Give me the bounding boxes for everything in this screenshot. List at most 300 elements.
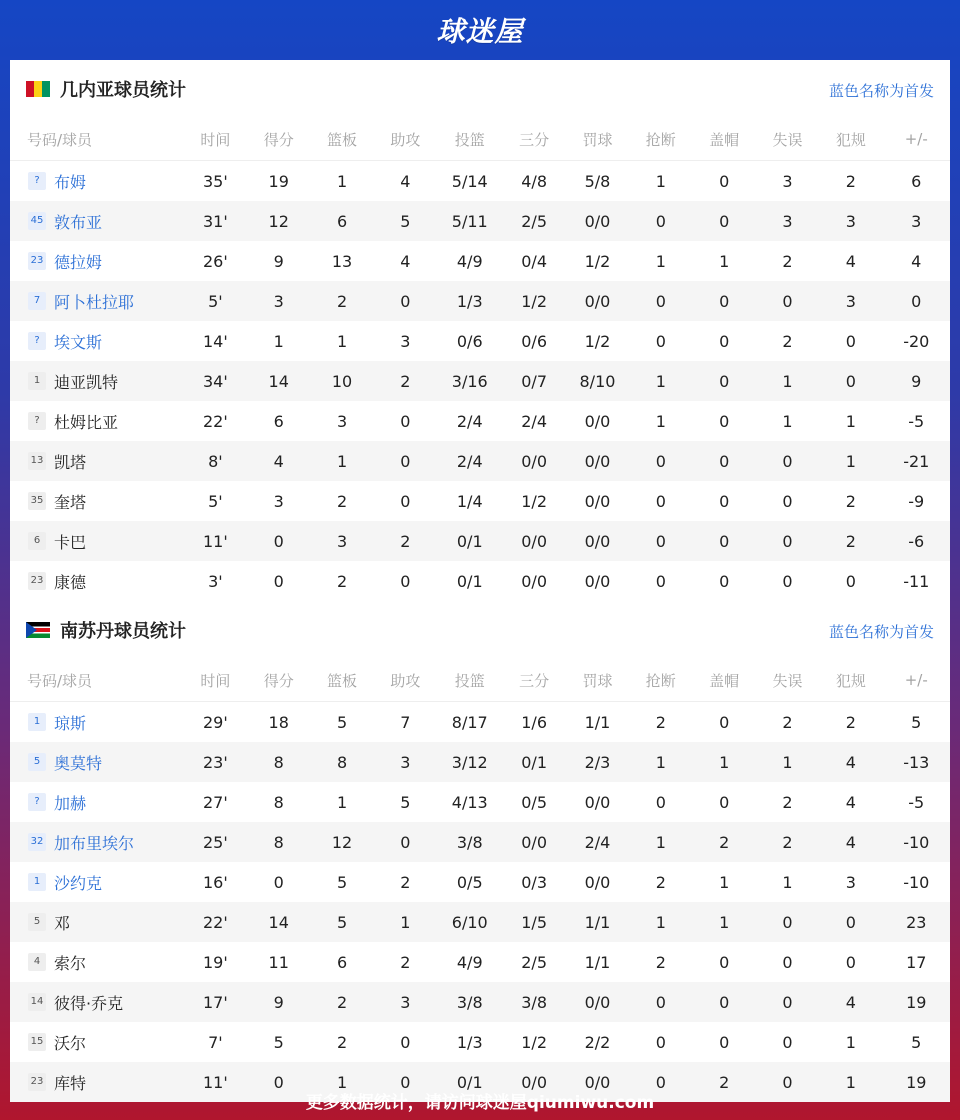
stat-cell: 31' — [184, 201, 247, 241]
stat-cell: 2 — [756, 822, 819, 862]
stat-cell: 1 — [655, 411, 666, 431]
stat-cell: 0/4 — [521, 251, 547, 271]
stat-cell: 0 — [655, 792, 666, 812]
stat-cell: 4/9 — [456, 952, 483, 972]
stat-cell: 0 — [374, 1062, 437, 1102]
stat-cell: 5/8 — [584, 171, 611, 191]
guinea-flag-icon — [26, 81, 50, 97]
stat-cell: 0 — [756, 521, 819, 561]
jersey-number-badge: 32 — [28, 833, 46, 851]
stat-cell: 2 — [655, 872, 666, 892]
stat-cell: 4 — [819, 742, 882, 782]
stat-cell: 1 — [819, 441, 882, 481]
stat-cell: 3 — [756, 201, 819, 241]
stat-cell: 0 — [692, 201, 755, 241]
column-header[interactable]: 得分 — [247, 118, 310, 161]
stat-cell: 3 — [400, 331, 411, 351]
team-title: 南苏丹球员统计 — [60, 621, 186, 642]
stat-cell: 5 — [911, 712, 922, 732]
stat-cell: 0/0 — [502, 822, 565, 862]
stat-cell: 3/16 — [437, 361, 502, 401]
stat-cell: 5 — [336, 712, 348, 732]
stat-cell: 2 — [336, 1032, 348, 1052]
stat-cell: 16' — [202, 872, 228, 892]
stat-cell: 0 — [400, 1032, 411, 1052]
player-cell — [10, 361, 184, 401]
stat-cell: 0 — [692, 361, 755, 401]
stat-cell: 2/4 — [456, 411, 483, 431]
table-row[interactable] — [10, 441, 950, 481]
brand-logo: 球迷屋 — [436, 15, 524, 48]
stat-cell: 1/2 — [521, 491, 547, 511]
stat-cell: 9 — [273, 251, 284, 271]
stat-cell: 8/17 — [451, 712, 488, 732]
player-cell — [10, 822, 184, 862]
stat-cell: 0 — [819, 361, 882, 401]
stat-cell: 0 — [374, 822, 437, 862]
column-header[interactable]: 助攻 — [374, 118, 437, 161]
jersey-number-badge: ? — [28, 172, 46, 190]
player-name: 彼得·乔克 — [54, 993, 124, 1013]
table-row[interactable] — [10, 742, 950, 782]
stat-cell: 14' — [202, 331, 228, 351]
player-name: 邓 — [54, 913, 71, 933]
team-title: 几内亚球员统计 — [60, 80, 186, 101]
stat-cell: 0 — [719, 171, 730, 191]
player-name[interactable]: 敦布亚 — [54, 212, 103, 232]
column-header[interactable]: 犯规 — [819, 659, 882, 702]
stat-cell: 0 — [629, 441, 692, 481]
stat-cell: -20 — [903, 331, 930, 351]
stat-cell: 1 — [629, 902, 692, 942]
footer-banner — [0, 1080, 960, 1120]
stat-cell: -10 — [903, 872, 930, 892]
stat-cell: 2 — [845, 712, 856, 732]
stat-cell: 0 — [629, 201, 692, 241]
team-section — [10, 601, 950, 1102]
stat-cell: 0 — [782, 491, 793, 511]
stat-cell: 2 — [692, 1062, 755, 1102]
stat-cell: 3 — [273, 491, 284, 511]
stat-cell: 1/3 — [456, 1032, 483, 1052]
stat-cell: 11' — [184, 1062, 247, 1102]
stat-cell: 1/4 — [456, 491, 483, 511]
stat-cell: 1/2 — [584, 331, 611, 351]
stat-cell: 0 — [629, 1062, 692, 1102]
stat-cell: 3/8 — [437, 982, 502, 1022]
player-cell — [10, 702, 184, 743]
player-cell — [10, 942, 184, 982]
stat-cell: 2 — [782, 792, 793, 812]
stat-cell: 5 — [400, 792, 411, 812]
column-header[interactable]: 三分 — [502, 659, 565, 702]
table-row[interactable] — [10, 782, 950, 822]
table-row[interactable] — [10, 942, 950, 982]
stat-cell: 1 — [336, 792, 348, 812]
stat-cell: 0 — [400, 571, 411, 591]
stat-cell: 5' — [184, 281, 247, 321]
stat-cell: 2/5 — [521, 952, 547, 972]
stat-cell: 2 — [819, 521, 882, 561]
player-name: 凯塔 — [54, 452, 87, 472]
stats-card — [10, 60, 950, 1093]
stat-cell: 5 — [310, 902, 373, 942]
stat-cell: 0/0 — [566, 521, 629, 561]
team-title-row — [10, 601, 950, 659]
stat-cell: 5/14 — [451, 171, 488, 191]
stat-cell: -21 — [883, 441, 950, 481]
stat-cell: 19 — [883, 982, 950, 1022]
column-header[interactable]: +/- — [883, 659, 950, 702]
stat-cell: 12 — [310, 822, 373, 862]
stat-cell: 0 — [273, 571, 284, 591]
stat-cell: 4 — [819, 982, 882, 1022]
stat-cell: 0 — [756, 982, 819, 1022]
stat-cell: 1 — [310, 1062, 373, 1102]
column-header[interactable]: 得分 — [247, 659, 310, 702]
stat-cell: 1/3 — [437, 281, 502, 321]
stat-cell: 8' — [184, 441, 247, 481]
stat-cell: 1/6 — [521, 712, 547, 732]
stat-cell: 19 — [268, 171, 289, 191]
player-name: 奎塔 — [54, 492, 87, 512]
stat-cell: 1 — [819, 1062, 882, 1102]
column-header[interactable]: 号码/球员 — [10, 659, 184, 702]
stat-cell: 6 — [911, 171, 922, 191]
stat-cell: 13 — [331, 251, 353, 271]
starter-legend-note: 蓝色名称为首发 — [828, 82, 934, 100]
stat-cell: 1/5 — [502, 902, 565, 942]
stat-cell: 1/2 — [502, 281, 565, 321]
top-banner — [0, 0, 960, 60]
stat-cell: 3 — [782, 171, 793, 191]
player-name[interactable]: 埃文斯 — [54, 332, 103, 352]
stat-cell: 0 — [655, 331, 666, 351]
player-name[interactable]: 布姆 — [54, 172, 87, 192]
table-row[interactable] — [10, 281, 950, 321]
stat-cell: 1 — [655, 251, 666, 271]
stat-cell: 8 — [247, 822, 310, 862]
column-header[interactable]: 三分 — [502, 118, 565, 161]
stat-cell: 4/9 — [456, 251, 483, 271]
table-row[interactable] — [10, 521, 950, 561]
teams-container — [10, 60, 950, 1102]
stat-cell: 2 — [400, 872, 411, 892]
table-row[interactable] — [10, 401, 950, 441]
stat-cell: 9 — [883, 361, 950, 401]
stat-cell: 0 — [719, 331, 730, 351]
stat-cell: 0 — [692, 521, 755, 561]
stat-cell: 22' — [202, 411, 228, 431]
column-header[interactable]: 罚球 — [566, 118, 629, 161]
table-row[interactable] — [10, 481, 950, 521]
stat-cell: 8 — [247, 742, 310, 782]
stat-cell: 0 — [374, 281, 437, 321]
table-row[interactable] — [10, 241, 950, 281]
stat-cell: 14 — [247, 902, 310, 942]
stat-cell: -13 — [883, 742, 950, 782]
stat-cell: 2/4 — [437, 441, 502, 481]
stat-cell: 1 — [629, 742, 692, 782]
column-header[interactable]: 篮板 — [310, 118, 373, 161]
stat-cell: 0/0 — [502, 521, 565, 561]
player-name[interactable]: 德拉姆 — [54, 252, 103, 272]
south-sudan-flag-icon — [26, 622, 50, 638]
stat-cell: 0/0 — [566, 201, 629, 241]
jersey-number-badge: 1 — [28, 713, 46, 731]
stat-cell: 0/6 — [456, 331, 483, 351]
stat-cell: 3 — [310, 521, 373, 561]
stat-cell: 2 — [692, 822, 755, 862]
stat-cell: -6 — [883, 521, 950, 561]
column-header[interactable]: 助攻 — [374, 659, 437, 702]
stat-cell: 3 — [883, 201, 950, 241]
stat-cell: 4 — [247, 441, 310, 481]
stat-cell: 19 — [883, 1062, 950, 1102]
stat-cell: 6 — [336, 952, 348, 972]
stat-cell: 0 — [629, 982, 692, 1022]
table-row[interactable] — [10, 982, 950, 1022]
stat-cell: 0 — [883, 281, 950, 321]
column-header[interactable]: 失误 — [756, 118, 819, 161]
stat-cell: 0/1 — [502, 742, 565, 782]
stat-cell: 1 — [692, 742, 755, 782]
stat-cell: 0/0 — [584, 571, 611, 591]
jersey-number-badge: 4 — [28, 953, 46, 971]
stat-cell: 2 — [310, 281, 373, 321]
table-row[interactable] — [10, 201, 950, 241]
stat-cell: 26' — [202, 251, 228, 271]
table-header-row — [10, 118, 950, 161]
stat-cell: 6 — [310, 201, 373, 241]
team-section — [10, 60, 950, 601]
player-cell — [10, 441, 184, 481]
table-row[interactable] — [10, 862, 950, 902]
stat-cell: 1 — [655, 171, 666, 191]
stat-cell: 0 — [374, 441, 437, 481]
stat-cell: 3 — [819, 201, 882, 241]
stat-cell: 0/3 — [521, 872, 547, 892]
stat-cell: 8/10 — [566, 361, 629, 401]
stat-cell: 0 — [655, 1032, 666, 1052]
column-header[interactable]: 盖帽 — [692, 659, 755, 702]
stat-cell: 2/3 — [566, 742, 629, 782]
table-row[interactable] — [10, 561, 950, 601]
jersey-number-badge: ? — [28, 332, 46, 350]
player-name: 索尔 — [54, 953, 87, 973]
player-cell — [10, 782, 184, 822]
player-cell — [10, 401, 184, 441]
stat-cell: 1/1 — [584, 952, 611, 972]
jersey-number-badge: 7 — [28, 292, 46, 310]
column-header[interactable]: +/- — [883, 118, 950, 161]
player-cell — [10, 902, 184, 942]
stat-cell: 1/2 — [521, 1032, 547, 1052]
stat-cell: 0 — [719, 491, 730, 511]
footer-text[interactable]: 更多数据统计，请访问球迷屋qiumiwu.com — [305, 1092, 655, 1113]
stat-cell: 3 — [374, 982, 437, 1022]
stat-cell: 2 — [655, 952, 666, 972]
stat-cell: 2 — [400, 952, 411, 972]
stat-cell: 0/1 — [437, 1062, 502, 1102]
column-header[interactable]: 号码/球员 — [10, 118, 184, 161]
stat-cell: 0/0 — [566, 1062, 629, 1102]
player-cell — [10, 281, 184, 321]
column-header[interactable]: 犯规 — [819, 118, 882, 161]
stat-cell: 0/0 — [502, 1062, 565, 1102]
stat-cell: 23' — [184, 742, 247, 782]
table-row[interactable] — [10, 361, 950, 401]
stat-cell: 2/4 — [521, 411, 547, 431]
stat-cell: 0 — [845, 952, 856, 972]
stat-cell: 23 — [883, 902, 950, 942]
stat-cell: 2 — [336, 571, 348, 591]
stat-cell: 0/7 — [502, 361, 565, 401]
player-name[interactable]: 琼斯 — [54, 713, 87, 733]
stat-cell: 2/4 — [566, 822, 629, 862]
stat-cell: 0/5 — [456, 872, 483, 892]
player-name: 卡巴 — [54, 532, 87, 552]
stat-cell: 18 — [268, 712, 289, 732]
player-cell — [10, 241, 184, 281]
stat-cell: 0 — [400, 411, 411, 431]
stat-cell: 35' — [202, 171, 228, 191]
player-name: 库特 — [54, 1073, 87, 1093]
stat-cell: 6 — [273, 411, 284, 431]
player-cell — [10, 561, 184, 601]
player-cell — [10, 321, 184, 361]
stat-cell: 29' — [202, 712, 228, 732]
stat-cell: 3/12 — [437, 742, 502, 782]
stat-cell: 9 — [247, 982, 310, 1022]
stat-cell: 0 — [655, 571, 666, 591]
jersey-number-badge: 23 — [28, 252, 46, 270]
stat-cell: 0/0 — [566, 982, 629, 1022]
stat-cell: 3/8 — [437, 822, 502, 862]
column-header[interactable]: 盖帽 — [692, 118, 755, 161]
player-name: 康德 — [54, 572, 87, 592]
stat-cell: 1/1 — [566, 902, 629, 942]
stat-cell: 1 — [719, 872, 730, 892]
column-header[interactable]: 篮板 — [310, 659, 373, 702]
column-header[interactable]: 失误 — [756, 659, 819, 702]
stat-cell: 4/13 — [451, 792, 488, 812]
column-header[interactable]: 时间 — [184, 118, 247, 161]
stat-cell: 0/0 — [584, 491, 611, 511]
stat-cell: 0 — [629, 521, 692, 561]
stat-cell: 1 — [629, 361, 692, 401]
table-row[interactable] — [10, 1022, 950, 1062]
stat-cell: 0/0 — [521, 571, 547, 591]
stat-cell: 4 — [911, 251, 922, 271]
column-header[interactable]: 罚球 — [566, 659, 629, 702]
stat-cell: 1 — [629, 822, 692, 862]
stat-cell: 1 — [845, 411, 856, 431]
stat-cell: 4 — [845, 792, 856, 812]
stat-cell: 0/1 — [456, 571, 483, 591]
stat-cell: 1 — [756, 361, 819, 401]
stat-cell: 0 — [782, 571, 793, 591]
stat-cell: 12 — [247, 201, 310, 241]
player-name[interactable]: 加布里埃尔 — [54, 833, 135, 853]
stat-cell: 2 — [310, 982, 373, 1022]
jersey-number-badge: 23 — [28, 572, 46, 590]
stat-cell: 6/10 — [437, 902, 502, 942]
player-name[interactable]: 阿卜杜拉耶 — [54, 292, 135, 312]
stat-cell: 0 — [782, 952, 793, 972]
column-header[interactable]: 抢断 — [629, 659, 692, 702]
stat-cell: 4 — [400, 171, 411, 191]
stat-cell: 2 — [845, 491, 856, 511]
stat-cell: 17 — [906, 952, 927, 972]
stat-cell: 1 — [374, 902, 437, 942]
jersey-number-badge: 5 — [28, 753, 46, 771]
jersey-number-badge: 45 — [28, 212, 46, 230]
stat-cell: 0 — [719, 792, 730, 812]
stat-cell: 0 — [719, 1032, 730, 1052]
stat-cell: 2 — [655, 712, 666, 732]
jersey-number-badge: 13 — [28, 452, 46, 470]
stat-cell: 1 — [692, 902, 755, 942]
stat-cell: 1 — [756, 742, 819, 782]
column-header[interactable]: 投篮 — [437, 118, 502, 161]
stat-cell: 1 — [782, 411, 793, 431]
stat-cell: 0/0 — [502, 441, 565, 481]
column-header[interactable]: 投篮 — [437, 659, 502, 702]
stat-cell: 0 — [719, 712, 730, 732]
stat-cell: 0 — [273, 872, 284, 892]
stat-cell: 0 — [719, 411, 730, 431]
stat-cell: 10 — [310, 361, 373, 401]
stat-cell: 2 — [782, 712, 793, 732]
player-cell — [10, 862, 184, 902]
stat-cell: 0 — [845, 331, 856, 351]
stat-cell: 5/11 — [437, 201, 502, 241]
stat-cell: 19' — [202, 952, 228, 972]
stat-cell: 0 — [756, 902, 819, 942]
stat-cell: 0 — [719, 952, 730, 972]
stat-cell: 2 — [782, 251, 793, 271]
stat-cell: 4 — [400, 251, 411, 271]
stat-cell: 1 — [273, 331, 284, 351]
stat-cell: 1 — [310, 441, 373, 481]
table-row[interactable] — [10, 822, 950, 862]
stat-cell: 7 — [400, 712, 411, 732]
stat-cell: 0/0 — [566, 441, 629, 481]
stat-cell: 4 — [845, 251, 856, 271]
stat-cell: 1 — [336, 331, 348, 351]
table-row[interactable] — [10, 321, 950, 361]
table-row[interactable] — [10, 902, 950, 942]
jersey-number-badge: 1 — [28, 873, 46, 891]
stat-cell: 3 — [247, 281, 310, 321]
player-name[interactable]: 沙约克 — [54, 873, 103, 893]
player-name: 杜姆比亚 — [54, 412, 119, 432]
table-row[interactable] — [10, 161, 950, 202]
stat-cell: 1 — [719, 251, 730, 271]
table-row[interactable] — [10, 702, 950, 743]
team-title-row — [10, 60, 950, 118]
player-cell — [10, 521, 184, 561]
column-header[interactable]: 时间 — [184, 659, 247, 702]
player-name[interactable]: 加赫 — [54, 793, 87, 813]
table-header-row — [10, 659, 950, 702]
jersey-number-badge: 5 — [28, 913, 46, 931]
player-name[interactable]: 奥莫特 — [54, 753, 103, 773]
column-header[interactable]: 抢断 — [629, 118, 692, 161]
stat-cell: 0 — [756, 281, 819, 321]
player-stats-table — [10, 118, 950, 601]
